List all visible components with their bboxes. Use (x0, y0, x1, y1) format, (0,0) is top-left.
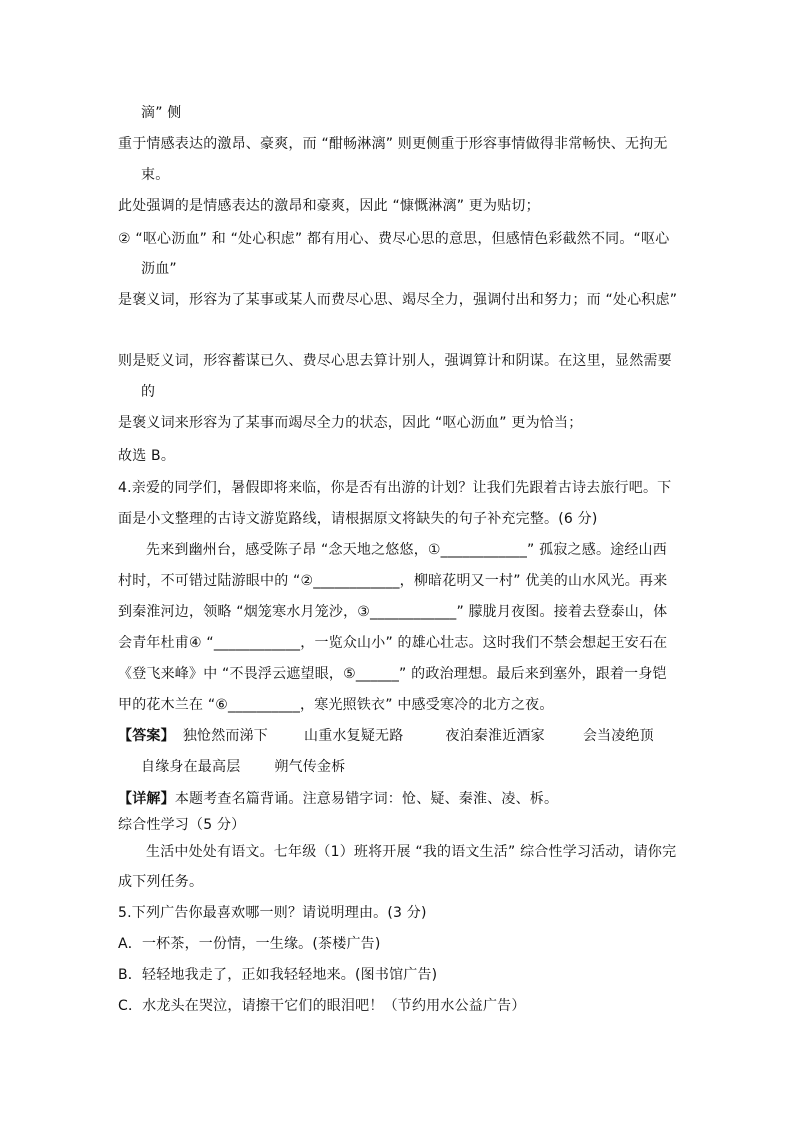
option-c: C．水龙头在哭泣，请擦干它们的眼泪吧！（节约用水公益广告） (118, 998, 526, 1014)
text-line: 则是贬义词，形容蓄谋已久、费尽心思去算计别人，强调算计和阴谋。在这里，显然需要 (118, 353, 672, 369)
text-line: 是褒义词来形容为了某事而竭尽全力的状态，因此 “呕心沥血” 更为恰当； (118, 415, 583, 431)
passage-line: 到秦淮河边，领略 “烟笼寒水月笼沙，③____________” 朦胧月夜图。接着去登泰山，体 (118, 604, 668, 620)
answer-line (118, 726, 654, 746)
text-line: 沥血” (141, 261, 177, 277)
passage-line: 村时，不可错过陆游眼中的 “②____________，柳暗花明又一村” 优美的山水风光。再来 (118, 573, 668, 589)
answer-item: 山重水复疑无路 (304, 728, 404, 744)
passage-line: 甲的花木兰在 “⑥__________，寒光照铁衣” 中感受寒冷的北方之夜。 (118, 697, 554, 713)
text-line: 此处强调的是情感表达的激昂和豪爽，因此 “慷慨淋漓” 更为贴切； (118, 198, 540, 214)
text-line: 束。 (141, 167, 170, 183)
answer-label: 【答案】 (118, 728, 175, 744)
detail-text: 本题考查名篇背诵。注意易错字词：怆、疑、秦淮、凌、柝。 (174, 791, 559, 807)
detail-line (118, 789, 558, 809)
answer-item: 独怆然而涕下 (182, 728, 269, 744)
detail-label: 【详解】 (118, 791, 175, 807)
text-line: 滴” 侧 (141, 105, 182, 121)
question-5-stem: 5.下列广告你最喜欢哪一则？请说明理由。(3 分) (118, 905, 427, 921)
question-4-stem: 4.亲爱的同学们，暑假即将来临，你是否有出游的计划？让我们先跟着古诗去旅行吧。下 (118, 480, 672, 496)
section-intro: 成下列任务。 (118, 874, 204, 890)
answer-item: 朔气传金柝 (274, 759, 346, 775)
answer-item: 会当凌绝顶 (582, 728, 654, 744)
answer-item: 自缘身在最高层 (141, 759, 241, 775)
text-line: 是褒义词，形容为了某事或某人而费尽心思、竭尽全力，强调付出和努力；而 “处心积虑” (118, 292, 678, 308)
option-a: A．一杯茶，一份情，一生缘。(茶楼广告) (118, 936, 381, 952)
text-line: 故选 B。 (118, 448, 176, 464)
text-line: ② “呕心沥血” 和 “处心积虑” 都有用心、费尽心思的意思，但感情色彩截然不同。“呕心 (118, 231, 670, 247)
text-line: 的 (141, 384, 156, 400)
section-title: 综合性学习（5 分） (118, 817, 246, 833)
option-b: B．轻轻地我走了，正如我轻轻地来。(图书馆广告) (118, 967, 438, 983)
answer-item: 夜泊秦淮近酒家 (445, 728, 545, 744)
passage-line: 先来到幽州台，感受陈子昂 “念天地之悠悠，①____________” 孤寂之感。途经山西 (146, 542, 667, 558)
question-4-stem: 面是小文整理的古诗文游览路线，请根据原文将缺失的句子补充完整。(6 分) (118, 511, 598, 527)
passage-line: 《登飞来峰》中 “不畏浮云遮望眼，⑤______” 的政治理想。最后来到塞外，跟着一身铠 (118, 666, 667, 682)
section-intro: 生活中处处有语文。七年级（1）班将开展 “我的语文生活” 综合性学习活动，请你完 (146, 844, 677, 860)
text-line: 重于情感表达的激昂、豪爽，而 “酣畅淋漓” 则更侧重于形容事情做得非常畅快、无拘无 (118, 136, 668, 152)
passage-line: 会青年杜甫④ “____________，一览众山小” 的雄心壮志。这时我们不禁会想起王安石在 (118, 635, 668, 651)
answer-line (141, 757, 345, 777)
